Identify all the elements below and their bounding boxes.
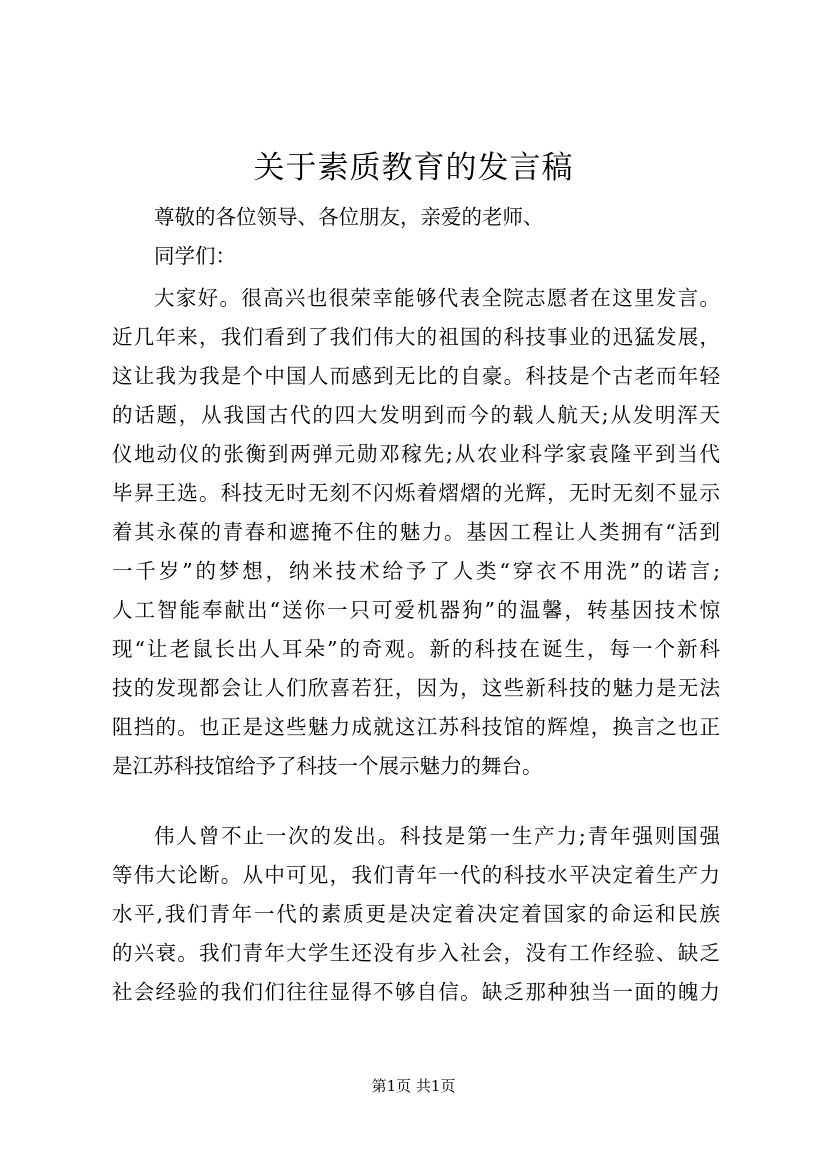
paragraph-line: 技的发现都会让人们欣喜若狂，因为，这些新科技的魅力是无法 (112, 676, 720, 700)
paragraph-line: 伟人曾不止一次的发出。科技是第一生产力;青年强则国强 (154, 824, 720, 848)
paragraph-line: 人工智能奉献出“送你一只可爱机器狗”的温馨，转基因技术惊 (112, 598, 720, 622)
paragraph-line: 的话题，从我国古代的四大发明到而今的载人航天;从发明浑天 (112, 403, 720, 427)
paragraph-line: 近几年来，我们看到了我们伟大的祖国的科技事业的迅猛发展， (112, 325, 720, 349)
paragraph-line: 毕昇王选。科技无时无刻不闪烁着熠熠的光辉，无时无刻不显示 (112, 481, 720, 505)
page-footer: 第1页 共1页 (371, 1077, 456, 1095)
paragraph-line: 阻挡的。也正是这些魅力成就这江苏科技馆的辉煌，换言之也正 (112, 715, 720, 739)
paragraph-line: 大家好。很高兴也很荣幸能够代表全院志愿者在这里发言。 (154, 286, 720, 310)
greeting-line: 尊敬的各位领导、各位朋友，亲爱的老师、 (154, 205, 544, 229)
paragraph-line: 的兴衰。我们青年大学生还没有步入社会，没有工作经验、缺乏 (112, 941, 720, 965)
paragraph-line: 现“让老鼠长出人耳朵”的奇观。新的科技在诞生，每一个新科 (112, 637, 720, 661)
greeting-line: 同学们： (154, 244, 236, 268)
paragraph-line: 这让我为我是个中国人而感到无比的自豪。科技是个古老而年轻 (112, 364, 720, 388)
paragraph-1 (112, 279, 720, 786)
paragraph-line: 仪地动仪的张衡到两弹元勋邓稼先;从农业科学家袁隆平到当代 (112, 442, 720, 466)
paragraph-line: 水平,我们青年一代的素质更是决定着决定着国家的命运和民族 (112, 902, 720, 926)
paragraph-line: 着其永葆的青春和遮掩不住的魅力。基因工程让人类拥有“活到 (112, 520, 720, 544)
paragraph-line: 社会经验的我们们往往显得不够自信。缺乏那种独当一面的魄力 (112, 980, 720, 1004)
document-title: 关于素质教育的发言稿 (253, 150, 574, 186)
paragraph-line: 等伟大论断。从中可见，我们青年一代的科技水平决定着生产力 (112, 863, 720, 887)
paragraph-line: 是江苏科技馆给予了科技一个展示魅力的舞台。 (112, 754, 543, 778)
greeting (112, 198, 720, 276)
paragraph-line: 一千岁”的梦想，纳米技术给予了人类“穿衣不用洗”的诺言; (112, 559, 720, 583)
paragraph-2 (112, 817, 720, 1012)
